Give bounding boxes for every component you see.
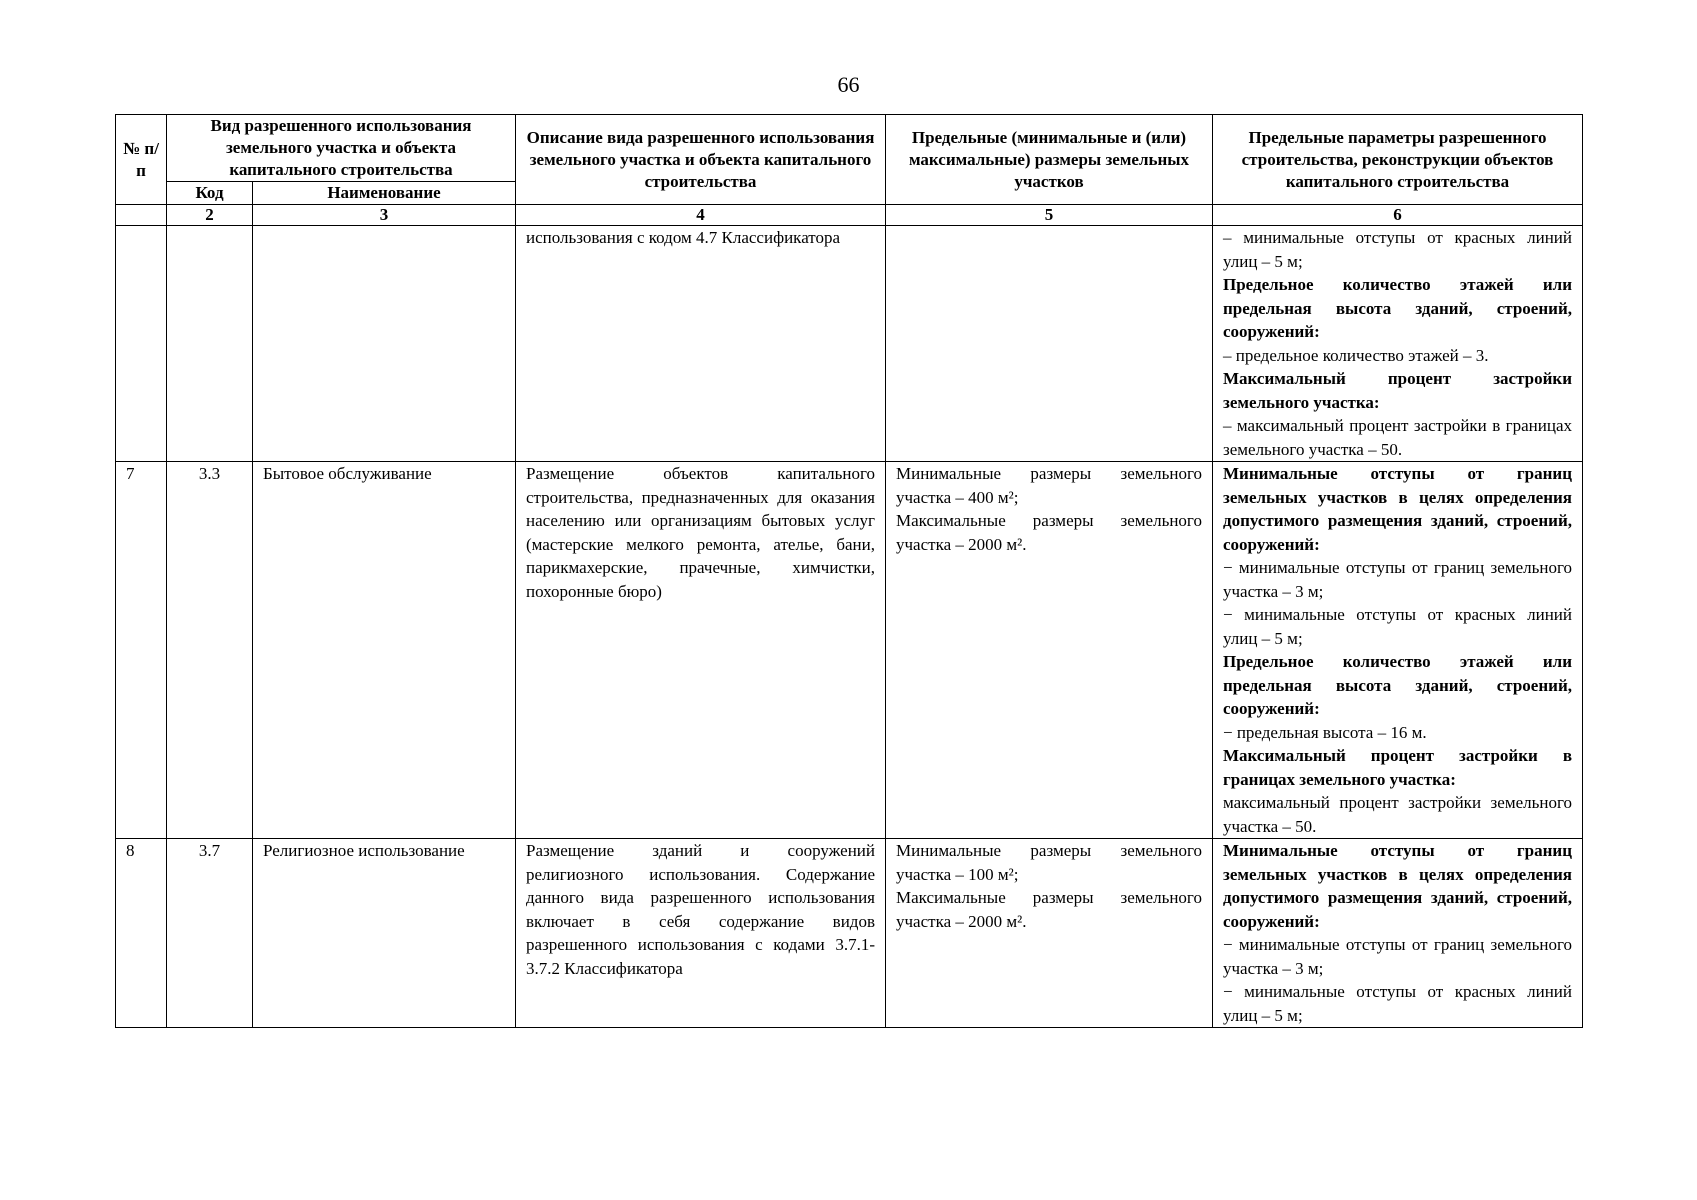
row-code — [167, 226, 253, 462]
param-line: – максимальный процент застройки в границах земельного участка – 50. — [1223, 416, 1572, 459]
header-num: № п/п — [116, 115, 167, 205]
table-row — [116, 226, 1583, 462]
table-body — [116, 226, 1583, 1028]
row-description: Размещение объектов капитального строительства, предназначенных для оказания населению или организациям бытовых услуг (мастерские мелкого ремонта, ателье, бани, парикмахерские, прачечные, химчистки, похоронные бюро) — [516, 462, 886, 839]
header-name: Наименование — [253, 182, 516, 205]
row-sizes — [886, 226, 1213, 462]
header-code: Код — [167, 182, 253, 205]
table-row — [116, 462, 1583, 839]
row-number — [116, 226, 167, 462]
param-line: – предельное количество этажей – 3. — [1223, 345, 1489, 365]
row-code: 3.7 — [167, 839, 253, 1028]
row-params — [1213, 226, 1583, 462]
row-name: Бытовое обслуживание — [253, 462, 516, 839]
column-number: 5 — [886, 205, 1213, 226]
row-description: использования с кодом 4.7 Классификатора — [516, 226, 886, 462]
row-sizes — [886, 462, 1213, 839]
header-params: Предельные параметры разрешенного строительства, реконструкции объектов капитального строительства — [1213, 115, 1583, 205]
row-number: 7 — [116, 462, 167, 839]
column-number: 2 — [167, 205, 253, 226]
param-line: − минимальные отступы от границ земельного участка – 3 м; — [1223, 935, 1572, 978]
row-name: Религиозное использование — [253, 839, 516, 1028]
param-heading: Максимальный процент застройки земельного участка: — [1223, 369, 1572, 412]
row-sizes — [886, 839, 1213, 1028]
size-line: Минимальные размеры земельного участка – 100 м²; — [896, 841, 1202, 884]
param-line: − минимальные отступы от границ земельного участка – 3 м; — [1223, 558, 1572, 601]
column-number — [116, 205, 167, 226]
column-number: 3 — [253, 205, 516, 226]
page-number: 66 — [837, 72, 860, 97]
param-heading: Предельное количество этажей или предельная высота зданий, строений, сооружений: — [1223, 652, 1572, 718]
param-heading: Минимальные отступы от границ земельных участков в целях определения допустимого размещения зданий, строений, сооружений: — [1223, 841, 1572, 931]
header-sizes: Предельные (минимальные и (или) максимальные) размеры земельных участков — [886, 115, 1213, 205]
row-params — [1213, 839, 1583, 1028]
param-heading: Минимальные отступы от границ земельных участков в целях определения допустимого размещения зданий, строений, сооружений: — [1223, 464, 1572, 554]
column-number: 4 — [516, 205, 886, 226]
header-row-1 — [116, 115, 1583, 182]
row-number: 8 — [116, 839, 167, 1028]
size-line: Максимальные размеры земельного участка – 2000 м². — [896, 511, 1202, 554]
header-type-group: Вид разрешенного использования земельного участка и объекта капитального строительства — [167, 115, 516, 182]
param-heading: Максимальный процент застройки в границах земельного участка: — [1223, 746, 1572, 789]
param-heading: Предельное количество этажей или предельная высота зданий, строений, сооружений: — [1223, 275, 1572, 341]
size-line: Минимальные размеры земельного участка – 400 м²; — [896, 464, 1202, 507]
param-line: – минимальные отступы от красных линий улиц – 5 м; — [1223, 228, 1572, 271]
row-params — [1213, 462, 1583, 839]
param-line: − предельная высота – 16 м. — [1223, 722, 1427, 742]
row-name — [253, 226, 516, 462]
param-line: − минимальные отступы от красных линий улиц – 5 м; — [1223, 605, 1572, 648]
row-code: 3.3 — [167, 462, 253, 839]
size-line: Максимальные размеры земельного участка – 2000 м². — [896, 888, 1202, 931]
table-row — [116, 839, 1583, 1028]
param-line: − минимальные отступы от красных линий улиц – 5 м; — [1223, 982, 1572, 1025]
column-number: 6 — [1213, 205, 1583, 226]
row-description: Размещение зданий и сооружений религиозного использования. Содержание данного вида разрешенного использования включает в себя содержание видов разрешенного использования с кодами 3.7.1-3.7.2 Классификатора — [516, 839, 886, 1028]
column-number-row — [116, 205, 1583, 226]
param-line: максимальный процент застройки земельного участка – 50. — [1223, 793, 1572, 836]
zoning-table — [115, 114, 1583, 1028]
header-description: Описание вида разрешенного использования земельного участка и объекта капитального строительства — [516, 115, 886, 205]
